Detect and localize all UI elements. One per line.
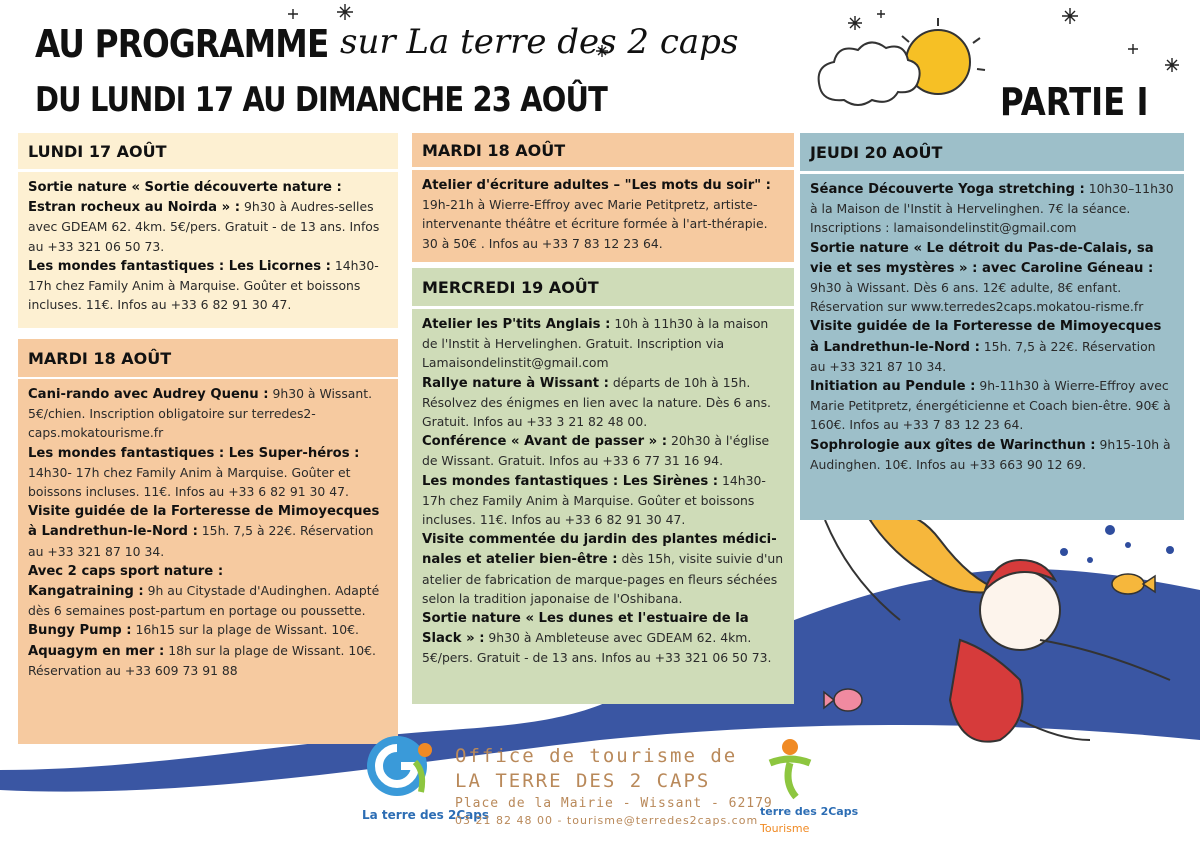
event-text: 9h15-10h à Audinghen. 10€. Infos au +33 663 90 12 69.: [810, 436, 1171, 472]
event-title: Cani-rando avec Audrey Quenu :: [28, 387, 269, 402]
event-text: 15h. 7,5 à 22€. Réservation au +33 321 87 10 34.: [810, 338, 1156, 374]
event-title: Visite guidée de la Forteresse de Mimoyecques à Landrethun-le-Nord :: [28, 504, 380, 540]
logo-right-subtext: Tourisme: [760, 822, 810, 835]
event-item: [422, 431, 784, 470]
events-lundi: [18, 172, 398, 328]
event-item: [810, 376, 1174, 435]
event-item: [810, 316, 1174, 376]
event-title: Sortie nature « Le détroit du Pas-de-Calais, sa vie et ses mystères » : avec Caroline Géneau :: [810, 240, 1154, 276]
event-item: [28, 561, 388, 581]
office-line2: LA TERRE DES 2 CAPS: [455, 770, 711, 792]
event-item: [28, 384, 388, 443]
event-title: Les mondes fantastiques : Les Licornes :: [28, 258, 331, 274]
event-text: 14h30- 17h chez Family Anim à Marquise. Goûter et boissons incluses. 11€. Infos au +33 6 82 91 30 47.: [422, 472, 766, 528]
event-text: 18h sur la plage de Wissant. 10€. Réservation au +33 609 73 91 88: [28, 642, 376, 678]
sun-cloud-icon: [819, 18, 985, 105]
event-text: 16h15 sur la plage de Wissant. 10€.: [131, 622, 359, 638]
event-text: 20h30 à l'église de Wissant. Gratuit. Infos au +33 6 77 31 16 94.: [422, 433, 770, 469]
event-title: Rallye nature à Wissant :: [422, 375, 609, 391]
events-mardi: [18, 379, 398, 744]
day-header-jeudi: JEUDI 20 AOÛT: [800, 133, 1184, 171]
event-title: Conférence « Avant de passer » :: [422, 434, 668, 450]
event-title: Aquagym en mer :: [28, 643, 165, 659]
event-item: [810, 238, 1174, 317]
event-item: [422, 608, 784, 668]
logo-right-text: terre des 2Caps: [760, 805, 859, 818]
event-text: dès 15h, visite suivie d'un atelier de fabrication de marque-pages en fleurs séchées selon la tradition japonaise de l'Oshibana.: [422, 551, 784, 606]
events-jeudi: [800, 174, 1184, 520]
event-text: 9h30 à Audres-selles avec GDEAM 62. 4km. 5€/pers. Gratuit - de 13 ans. Infos au +33 321 06 50 73.: [28, 199, 380, 254]
event-text: 15h. 7,5 à 22€. Réservation au +33 321 87 10 34.: [28, 523, 374, 559]
event-text: 19h-21h à Wierre-Effroy avec Marie Petitpretz, artiste-intervenante théâtre et écriture formée à l'art-thérapie. 30 à 50€ . Infos au +33 7 83 12 23 64.: [422, 197, 768, 251]
office-address: Place de la Mairie - Wissant - 62179: [455, 796, 773, 811]
day-header-mercredi: MERCREDI 19 AOÛT: [412, 268, 794, 306]
event-title: Atelier les P'tits Anglais :: [422, 317, 611, 332]
logo-left-text: La terre des 2Caps: [362, 808, 489, 822]
events-mardi-2: [412, 170, 794, 262]
title-bold: AU PROGRAMME: [35, 22, 329, 66]
logo-right: [760, 735, 820, 805]
event-text: 10h30–11h30 à la Maison de l'Instit à Hervelinghen. 7€ la séance. Inscriptions : lamaisondelinstit@gmail.com: [810, 181, 1174, 236]
event-item: [28, 443, 388, 502]
events-mercredi: [412, 309, 794, 704]
event-title: Les mondes fantastiques : Les Super-héros :: [28, 445, 360, 461]
event-item: [810, 435, 1174, 474]
event-item: [422, 373, 784, 432]
day-header-mardi-2: MARDI 18 AOÛT: [412, 133, 794, 167]
event-title: Visite commentée du jardin des plantes médici-nales et atelier bien-être :: [422, 532, 777, 568]
office-contact: 03 21 82 48 00 - tourisme@terredes2caps.com: [455, 814, 759, 827]
event-title: Les mondes fantastiques : Les Sirènes :: [422, 473, 719, 489]
logo-dot-icon: [782, 739, 798, 755]
event-title: Sophrologie aux gîtes de Warincthun :: [810, 437, 1096, 453]
event-item: [28, 581, 388, 620]
event-title: Visite guidée de la Forteresse de Mimoyecques à Landrethun-le-Nord :: [810, 319, 1162, 355]
event-text: 9h-11h30 à Wierre-Effroy avec Marie Petitpretz, énergéticienne et Coach bien-être. 90€ à 160€. Infos au +33 7 83 12 23 64.: [810, 378, 1171, 433]
event-text: 9h30 à Wissant. 5€/chien. Inscription obligatoire sur terredes2-caps.mokatourisme.fr: [28, 386, 373, 441]
event-title: Séance Découverte Yoga stretching :: [810, 182, 1085, 197]
date-range: DU LUNDI 17 AU DIMANCHE 23 AOÛT: [35, 80, 607, 120]
event-title: Bungy Pump :: [28, 623, 132, 639]
event-text: 9h30 à Wissant. Dès 6 ans. 12€ adulte, 8€ enfant. Réservation sur www.terredes2caps.mokatou-risme.fr: [810, 280, 1144, 315]
part-label: PARTIE I: [1000, 80, 1149, 124]
event-item: [422, 175, 784, 253]
event-item: [810, 179, 1174, 238]
event-text: 9h au Citystade d'Audinghen. Adapté dès 6 semaines post-partum en portage ou poussette.: [28, 583, 380, 619]
event-text: départs de 10h à 15h. Résolvez des énigmes en lien avec la nature. Dès 6 ans. Gratuit. Infos au +33 3 21 82 48 00.: [422, 374, 771, 430]
event-title: Initiation au Pendule :: [810, 379, 976, 395]
event-title: Kangatraining :: [28, 584, 144, 600]
event-title: Sortie nature « Les dunes et l'estuaire de la Slack » :: [422, 611, 749, 647]
office-line1: Office de tourisme de: [455, 745, 738, 767]
event-title: Avec 2 caps sport nature :: [28, 563, 224, 579]
event-item: [422, 529, 784, 608]
event-text: 14h30- 17h chez Family Anim à Marquise. Goûter et boissons incluses. 11€. Infos au +33 6 82 91 30 47.: [28, 257, 379, 313]
event-text: 14h30- 17h chez Family Anim à Marquise. Goûter et boissons incluses. 11€. Infos au +33 6 82 91 30 47.: [28, 464, 351, 500]
title-script: sur La terre des 2 caps: [340, 22, 739, 62]
event-item: [422, 471, 784, 530]
event-item: [422, 314, 784, 373]
event-item: [28, 501, 388, 561]
event-item: [28, 620, 388, 640]
event-text: 9h30 à Ambleteuse avec GDEAM 62. 4km. 5€/pers. Gratuit - de 13 ans. Infos au +33 321 06 50 73.: [422, 630, 772, 666]
event-title: Sortie nature « Sortie découverte nature : Estran rocheux au Noirda » :: [28, 180, 342, 216]
event-text: 10h à 11h30 à la maison de l'Instit à Hervelinghen. Gratuit. Inscription via Lamaisondelinstit@gmail.com: [422, 316, 769, 371]
bubble-icons: [1060, 525, 1174, 563]
day-header-mardi: MARDI 18 AOÛT: [18, 339, 398, 377]
event-item: [28, 177, 388, 256]
event-title: Atelier d'écriture adultes – "Les mots du soir" :: [422, 178, 771, 193]
event-item: [28, 256, 388, 315]
day-header-lundi: LUNDI 17 AOÛT: [18, 133, 398, 169]
event-item: [28, 641, 388, 680]
